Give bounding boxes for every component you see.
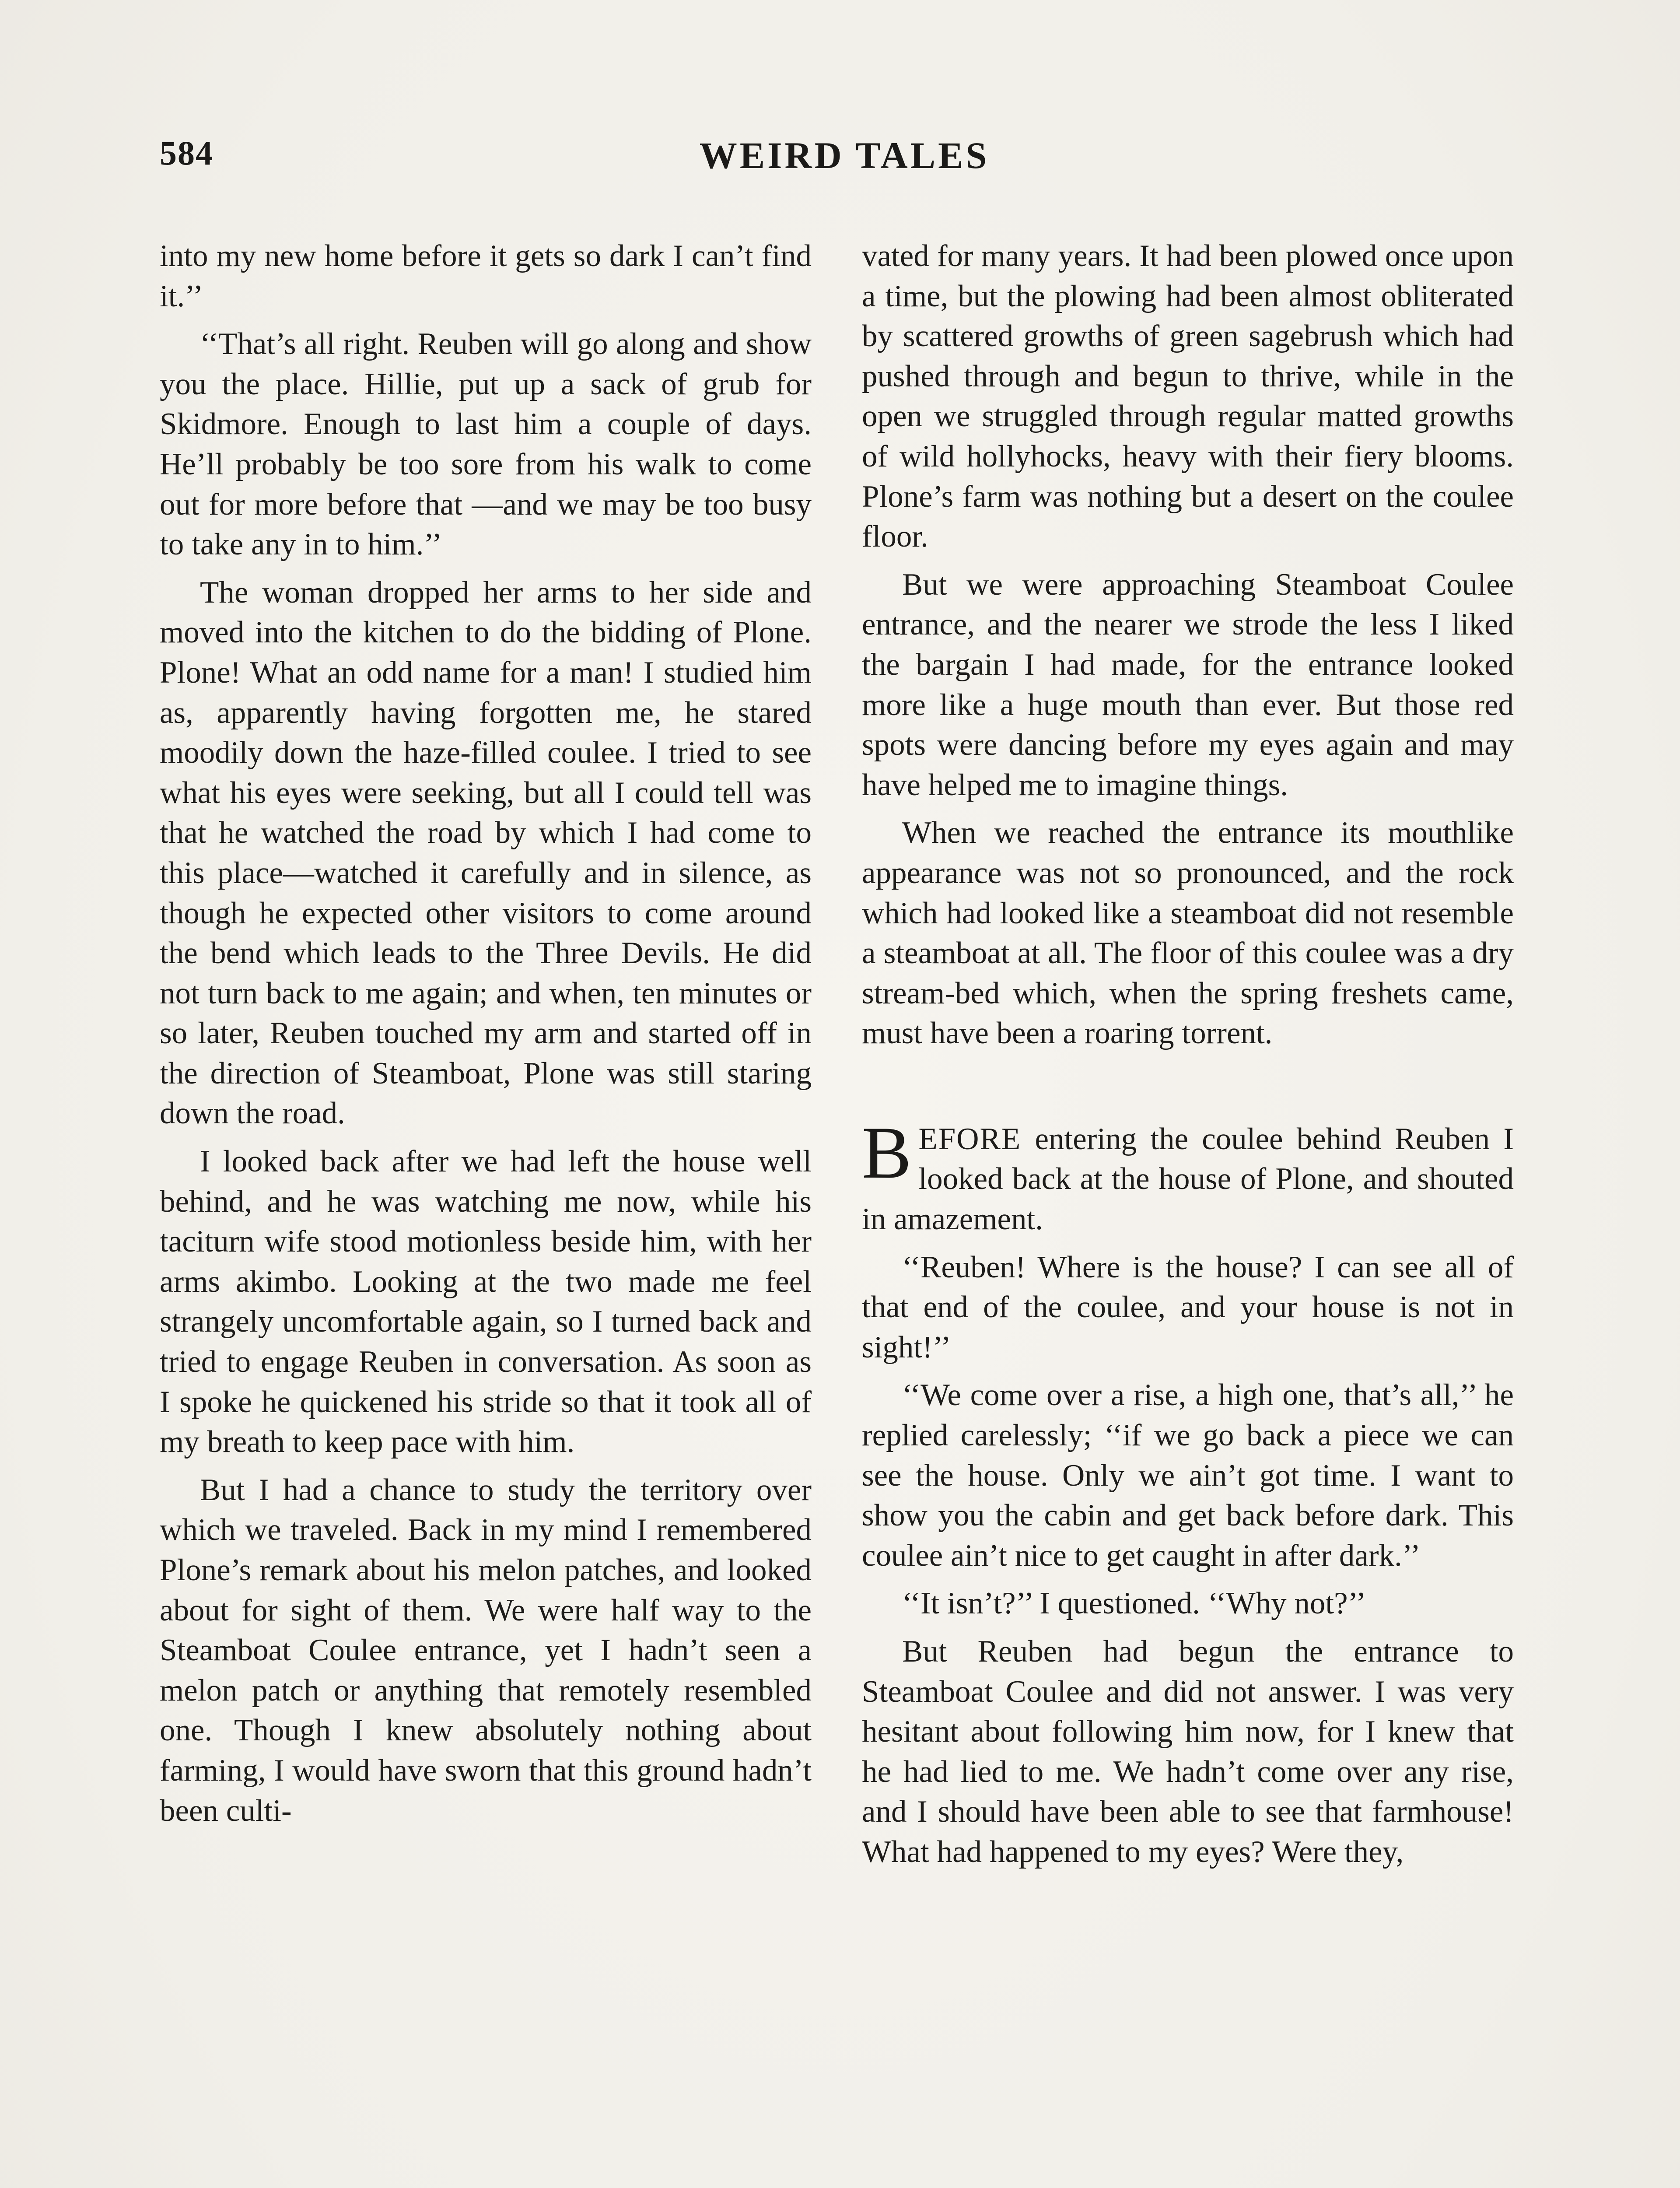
paragraph: ‘‘It isn’t?’’ I questioned. ‘‘Why not?’’ (902, 1586, 1366, 1621)
drop-cap: B (862, 1111, 912, 1194)
right-text-column (862, 236, 1514, 2188)
paragraph-text: entering the coulee behind Reuben I looked back at the house of Plone, and shouted in amazement. (862, 1122, 1514, 1237)
paragraph: ‘‘That’s all right. Reuben will go along and show you the place. Hillie, put up a sack of grub for Skidmore. Enough to last him a couple of days. He’ll probably be too sore from his walk to come out for more before that —and we may be too busy to take any in to him.’’ (160, 327, 812, 562)
small-caps-lead: EFORE (918, 1122, 1022, 1156)
paragraph: I looked back after we had left the house well behind, and he was watching me now, while his taciturn wife stood motionless beside him, with her arms akimbo. Looking at the two made me feel strangely uncomfortable again, so I turned back and tried to engage Reuben in conversation. As soon as I spoke he quickened his stride so that it took all of my breath to keep pace with him. (160, 1144, 812, 1459)
paragraph: But Reuben had begun the entrance to Steamboat Coulee and did not answer. I was very hesitant about following him now, for I knew that he had lied to me. We hadn’t come over any rise, and I should have been able to see that farmhouse! What had happened to my eyes? Were they, (862, 1634, 1514, 1869)
paragraph: into my new home before it gets so dark I can’t find it.’’ (160, 239, 812, 313)
paragraph: ‘‘Reuben! Where is the house? I can see all of that end of the coulee, and your house is not in sight!’’ (862, 1250, 1514, 1364)
paragraph: But I had a chance to study the territory over which we traveled. Back in my mind I remembered Plone’s remark about his melon patches, and looked about for sight of them. We were half way to the Steamboat Coulee entrance, yet I hadn’t seen a melon patch or anything that remotely resembled one. Though I knew absolutely nothing about farming, I would have sworn that this ground hadn’t been culti- (160, 1473, 812, 1828)
paragraph: ‘‘We come over a rise, a high one, that’s all,’’ he replied carelessly; ‘‘if we go back a piece we can see the house. Only we ain’t got time. I want to show you the cabin and get back before dark. This coulee ain’t nice to get caught in after dark.’’ (862, 1378, 1514, 1573)
page-number: 584 (160, 134, 214, 172)
paragraph: The woman dropped her arms to her side and moved into the kitchen to do the bidding of Plone. Plone! What an odd name for a man! I studied him as, apparently having forgotten me, he stared moodily down the haze-filled coulee. I tried to see what his eyes were seeking, but all I could tell was that he watched the road by which I had come to this place—watched it carefully and in silence, as though he expected other visitors to come around the bend which leads to the Three Devils. He did not turn back to me again; and when, ten minutes or so later, Reuben touched my arm and started off in the direction of Steamboat, Plone was still staring down the road. (160, 575, 812, 1131)
running-head-title: WEIRD TALES (699, 134, 990, 176)
section-opening-paragraph (862, 1111, 1514, 1240)
paragraph: When we reached the entrance its mouthlike appearance was not so pronounced, and the rock which had looked like a steamboat did not resemble a steamboat at all. The floor of this coulee was a dry stream-bed which, when the spring freshets came, must have been a roaring torrent. (862, 816, 1514, 1051)
paragraph: But we were approaching Steamboat Coulee entrance, and the nearer we strode the less I liked the bargain I had made, for the entrance looked more like a huge mouth than ever. But those red spots were dancing before my eyes again and may have helped me to imagine things. (862, 567, 1514, 802)
left-text-column (160, 236, 812, 2188)
paragraph: vated for many years. It had been plowed once upon a time, but the plowing had been almost obliterated by scattered growths of green sagebrush which had pushed through and begun to thrive, while in the open we struggled through regular matted growths of wild hollyhocks, heavy with their fiery blooms. Plone’s farm was nothing but a desert on the coulee floor. (862, 239, 1514, 554)
page-header (160, 133, 1529, 182)
